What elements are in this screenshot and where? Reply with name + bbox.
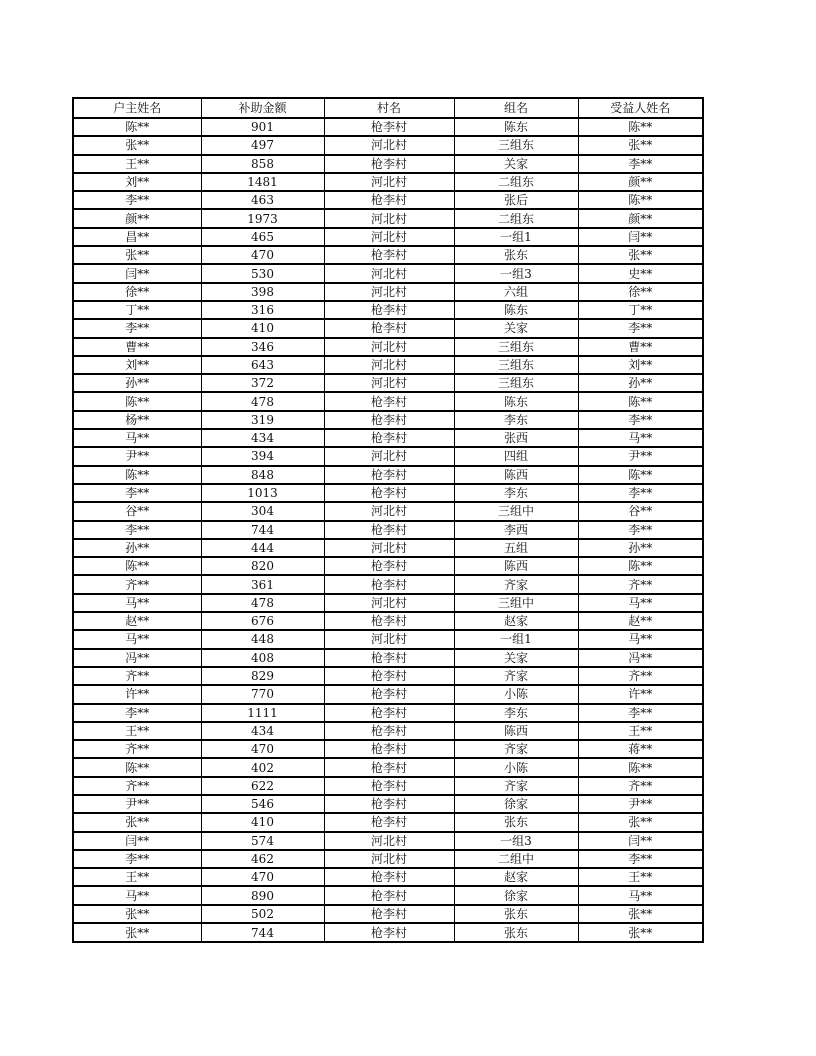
table-row (73, 173, 703, 191)
table-cell: 颜** (73, 209, 201, 227)
table-cell: 颜** (578, 209, 703, 227)
table-cell: 陈** (73, 466, 201, 484)
table-cell: 河北村 (324, 356, 454, 374)
table-cell: 王** (73, 155, 201, 173)
table-cell: 枪李村 (324, 155, 454, 173)
table-cell: 河北村 (324, 447, 454, 465)
table-cell: 刘** (73, 173, 201, 191)
table-cell: 张** (578, 923, 703, 942)
table-cell: 齐家 (454, 575, 578, 593)
table-cell: 杨** (73, 411, 201, 429)
table-cell: 346 (201, 338, 324, 356)
table-cell: 枪李村 (324, 411, 454, 429)
table-cell: 许** (73, 685, 201, 703)
table-row (73, 246, 703, 264)
table-cell: 六组 (454, 283, 578, 301)
table-cell: 901 (201, 118, 324, 136)
table-row (73, 356, 703, 374)
table-cell: 李** (73, 521, 201, 539)
table-cell: 张** (73, 246, 201, 264)
table-cell: 河北村 (324, 136, 454, 154)
table-cell: 枪李村 (324, 905, 454, 923)
table-cell: 陈** (73, 118, 201, 136)
table-cell: 陈东 (454, 392, 578, 410)
table-row (73, 868, 703, 886)
table-cell: 478 (201, 594, 324, 612)
table-cell: 河北村 (324, 338, 454, 356)
table-cell: 枪李村 (324, 795, 454, 813)
table-cell: 1481 (201, 173, 324, 191)
table-cell: 一组1 (454, 630, 578, 648)
table-row (73, 319, 703, 337)
table-cell: 枪李村 (324, 429, 454, 447)
table-row (73, 466, 703, 484)
table-cell: 四组 (454, 447, 578, 465)
table-cell: 张东 (454, 923, 578, 942)
table-row (73, 630, 703, 648)
table-cell: 河北村 (324, 850, 454, 868)
table-cell: 枪李村 (324, 521, 454, 539)
table-cell: 361 (201, 575, 324, 593)
table-cell: 张东 (454, 246, 578, 264)
table-cell: 徐家 (454, 795, 578, 813)
table-cell: 478 (201, 392, 324, 410)
table-row (73, 539, 703, 557)
table-cell: 319 (201, 411, 324, 429)
table-cell: 张后 (454, 191, 578, 209)
table-cell: 枪李村 (324, 575, 454, 593)
table-cell: 二组东 (454, 173, 578, 191)
table-row (73, 557, 703, 575)
table-cell: 齐家 (454, 777, 578, 795)
table-cell: 1973 (201, 209, 324, 227)
table-cell: 马** (578, 594, 703, 612)
table-row (73, 484, 703, 502)
table-row (73, 338, 703, 356)
table-cell: 470 (201, 740, 324, 758)
table-cell: 齐** (73, 740, 201, 758)
table-cell: 王** (73, 868, 201, 886)
table-row (73, 283, 703, 301)
table-row (73, 667, 703, 685)
table-cell: 张** (73, 905, 201, 923)
table-cell: 马** (73, 630, 201, 648)
table-cell: 陈东 (454, 301, 578, 319)
table-cell: 李东 (454, 484, 578, 502)
table-cell: 李** (578, 155, 703, 173)
table-cell: 448 (201, 630, 324, 648)
table-cell: 三组东 (454, 338, 578, 356)
table-cell: 关家 (454, 319, 578, 337)
table-row (73, 502, 703, 520)
table-cell: 刘** (578, 356, 703, 374)
table-cell: 676 (201, 612, 324, 630)
table-cell: 陈** (73, 392, 201, 410)
table-row (73, 191, 703, 209)
table-cell: 497 (201, 136, 324, 154)
table-cell: 398 (201, 283, 324, 301)
table-cell: 张西 (454, 429, 578, 447)
table-cell: 陈西 (454, 722, 578, 740)
table-cell: 张** (578, 246, 703, 264)
table-cell: 372 (201, 374, 324, 392)
table-row (73, 209, 703, 227)
table-cell: 河北村 (324, 209, 454, 227)
table-cell: 枪李村 (324, 923, 454, 942)
table-row (73, 429, 703, 447)
table-cell: 三组中 (454, 594, 578, 612)
table-cell: 河北村 (324, 374, 454, 392)
table-cell: 齐** (73, 575, 201, 593)
table-cell: 李东 (454, 411, 578, 429)
table-cell: 三组东 (454, 136, 578, 154)
table-row (73, 118, 703, 136)
table-cell: 410 (201, 319, 324, 337)
table-cell: 尹** (73, 447, 201, 465)
table-cell: 张** (73, 923, 201, 942)
table-cell: 河北村 (324, 630, 454, 648)
table-cell: 枪李村 (324, 612, 454, 630)
table-cell: 枪李村 (324, 118, 454, 136)
table-cell: 434 (201, 429, 324, 447)
table-cell: 徐** (578, 283, 703, 301)
table-cell: 马** (73, 429, 201, 447)
table-cell: 陈** (578, 191, 703, 209)
table-cell: 李** (578, 319, 703, 337)
table-cell: 马** (578, 429, 703, 447)
table-cell: 张** (578, 136, 703, 154)
table-cell: 王** (578, 722, 703, 740)
table-cell: 枪李村 (324, 868, 454, 886)
table-cell: 孙** (73, 374, 201, 392)
table-cell: 394 (201, 447, 324, 465)
table-cell: 齐** (578, 575, 703, 593)
table-row (73, 301, 703, 319)
table-cell: 枪李村 (324, 557, 454, 575)
table-cell: 744 (201, 923, 324, 942)
table-row (73, 264, 703, 282)
table-cell: 李** (578, 411, 703, 429)
table-cell: 848 (201, 466, 324, 484)
table-cell: 470 (201, 868, 324, 886)
table-cell: 徐家 (454, 886, 578, 904)
table-cell: 316 (201, 301, 324, 319)
table-cell: 770 (201, 685, 324, 703)
table-cell: 枪李村 (324, 466, 454, 484)
table-row (73, 777, 703, 795)
table-cell: 陈** (73, 758, 201, 776)
table-cell: 齐** (578, 777, 703, 795)
table-cell: 410 (201, 813, 324, 831)
table-cell: 闫** (73, 264, 201, 282)
table-cell: 河北村 (324, 539, 454, 557)
table-cell: 曹** (73, 338, 201, 356)
table-row (73, 155, 703, 173)
table-cell: 枪李村 (324, 392, 454, 410)
table-cell: 丁** (578, 301, 703, 319)
header-row (73, 98, 703, 118)
table-cell: 谷** (578, 502, 703, 520)
column-header: 组名 (454, 98, 578, 118)
table-cell: 小陈 (454, 685, 578, 703)
table-cell: 1111 (201, 704, 324, 722)
table-cell: 马** (73, 886, 201, 904)
table-cell: 张东 (454, 905, 578, 923)
table-cell: 枪李村 (324, 886, 454, 904)
table-cell: 陈** (578, 758, 703, 776)
table-row (73, 923, 703, 942)
table-row (73, 704, 703, 722)
table-row (73, 521, 703, 539)
table-cell: 枪李村 (324, 301, 454, 319)
table-cell: 陈** (578, 118, 703, 136)
table-cell: 河北村 (324, 228, 454, 246)
table-body (73, 118, 703, 942)
table-cell: 陈西 (454, 466, 578, 484)
table-cell: 820 (201, 557, 324, 575)
table-cell: 一组3 (454, 832, 578, 850)
table-cell: 李** (578, 850, 703, 868)
table-cell: 李西 (454, 521, 578, 539)
table-cell: 470 (201, 246, 324, 264)
table-cell: 赵** (73, 612, 201, 630)
table-cell: 史** (578, 264, 703, 282)
table-cell: 二组中 (454, 850, 578, 868)
table-cell: 孙** (73, 539, 201, 557)
table-cell: 小陈 (454, 758, 578, 776)
table-cell: 陈东 (454, 118, 578, 136)
table-cell: 李** (73, 319, 201, 337)
table-cell: 关家 (454, 155, 578, 173)
table-cell: 枪李村 (324, 777, 454, 795)
table-row (73, 813, 703, 831)
table-cell: 1013 (201, 484, 324, 502)
table-cell: 张东 (454, 813, 578, 831)
table-cell: 尹** (73, 795, 201, 813)
table-cell: 关家 (454, 649, 578, 667)
table-cell: 河北村 (324, 283, 454, 301)
table-cell: 马** (578, 630, 703, 648)
table-cell: 502 (201, 905, 324, 923)
table-cell: 张** (578, 905, 703, 923)
table-row (73, 886, 703, 904)
table-row (73, 722, 703, 740)
table-cell: 五组 (454, 539, 578, 557)
table-row (73, 612, 703, 630)
table-cell: 赵家 (454, 612, 578, 630)
table-cell: 河北村 (324, 264, 454, 282)
table-cell: 李** (578, 704, 703, 722)
table-row (73, 832, 703, 850)
table-cell: 孙** (578, 539, 703, 557)
table-cell: 蒋** (578, 740, 703, 758)
table-row (73, 905, 703, 923)
table-cell: 许** (578, 685, 703, 703)
table-cell: 尹** (578, 795, 703, 813)
column-header: 村名 (324, 98, 454, 118)
table-cell: 冯** (73, 649, 201, 667)
table-cell: 李** (73, 484, 201, 502)
table-cell: 三组东 (454, 374, 578, 392)
table-cell: 马** (578, 886, 703, 904)
table-cell: 408 (201, 649, 324, 667)
table-cell: 858 (201, 155, 324, 173)
table-row (73, 392, 703, 410)
table-cell: 丁** (73, 301, 201, 319)
table-cell: 枪李村 (324, 667, 454, 685)
table-row (73, 740, 703, 758)
table-cell: 河北村 (324, 502, 454, 520)
subsidy-table (72, 97, 704, 943)
table-cell: 孙** (578, 374, 703, 392)
table-cell: 齐** (578, 667, 703, 685)
table-row (73, 594, 703, 612)
table-cell: 王** (73, 722, 201, 740)
table-row (73, 411, 703, 429)
table-cell: 枪李村 (324, 649, 454, 667)
table-cell: 546 (201, 795, 324, 813)
table-cell: 刘** (73, 356, 201, 374)
table-cell: 890 (201, 886, 324, 904)
table-cell: 张** (578, 813, 703, 831)
table-cell: 622 (201, 777, 324, 795)
table-cell: 陈** (578, 466, 703, 484)
table-cell: 李** (73, 704, 201, 722)
table-row (73, 136, 703, 154)
table-cell: 枪李村 (324, 246, 454, 264)
table-cell: 枪李村 (324, 191, 454, 209)
table-row (73, 758, 703, 776)
table-cell: 李** (578, 484, 703, 502)
table-cell: 河北村 (324, 832, 454, 850)
table-row (73, 850, 703, 868)
table-cell: 枪李村 (324, 740, 454, 758)
column-header: 补助金额 (201, 98, 324, 118)
table-cell: 齐家 (454, 740, 578, 758)
table-cell: 徐** (73, 283, 201, 301)
table-cell: 枪李村 (324, 704, 454, 722)
table-row (73, 795, 703, 813)
table-row (73, 447, 703, 465)
table-cell: 赵** (578, 612, 703, 630)
table-cell: 444 (201, 539, 324, 557)
table-cell: 829 (201, 667, 324, 685)
table-cell: 李** (578, 521, 703, 539)
table-cell: 三组东 (454, 356, 578, 374)
table-cell: 枪李村 (324, 685, 454, 703)
table-cell: 齐家 (454, 667, 578, 685)
table-cell: 赵家 (454, 868, 578, 886)
table-cell: 一组3 (454, 264, 578, 282)
table-cell: 402 (201, 758, 324, 776)
table-cell: 张** (73, 136, 201, 154)
table-cell: 李** (73, 850, 201, 868)
table-cell: 一组1 (454, 228, 578, 246)
table-cell: 434 (201, 722, 324, 740)
table-cell: 陈** (73, 557, 201, 575)
table-cell: 462 (201, 850, 324, 868)
table-cell: 曹** (578, 338, 703, 356)
table-cell: 枪李村 (324, 758, 454, 776)
table-cell: 河北村 (324, 173, 454, 191)
table-row (73, 374, 703, 392)
table-cell: 463 (201, 191, 324, 209)
table-cell: 530 (201, 264, 324, 282)
table-cell: 陈西 (454, 557, 578, 575)
table-cell: 谷** (73, 502, 201, 520)
table-cell: 河北村 (324, 594, 454, 612)
table-row (73, 649, 703, 667)
table-cell: 465 (201, 228, 324, 246)
table-cell: 马** (73, 594, 201, 612)
table-cell: 枪李村 (324, 813, 454, 831)
table-cell: 尹** (578, 447, 703, 465)
table-cell: 闫** (73, 832, 201, 850)
column-header: 户主姓名 (73, 98, 201, 118)
table-cell: 颜** (578, 173, 703, 191)
table-cell: 陈** (578, 392, 703, 410)
table-cell: 二组东 (454, 209, 578, 227)
table-cell: 枪李村 (324, 722, 454, 740)
table-row (73, 228, 703, 246)
column-header: 受益人姓名 (578, 98, 703, 118)
table-cell: 三组中 (454, 502, 578, 520)
table-cell: 643 (201, 356, 324, 374)
table-cell: 陈** (578, 557, 703, 575)
table-row (73, 575, 703, 593)
table-cell: 李东 (454, 704, 578, 722)
table-cell: 齐** (73, 777, 201, 795)
table-row (73, 685, 703, 703)
table-cell: 齐** (73, 667, 201, 685)
table-cell: 枪李村 (324, 319, 454, 337)
table-cell: 枪李村 (324, 484, 454, 502)
table-cell: 闫** (578, 228, 703, 246)
table-cell: 574 (201, 832, 324, 850)
table-cell: 张** (73, 813, 201, 831)
table-cell: 304 (201, 502, 324, 520)
table-cell: 昌** (73, 228, 201, 246)
table-cell: 闫** (578, 832, 703, 850)
table-cell: 李** (73, 191, 201, 209)
table-cell: 冯** (578, 649, 703, 667)
table-cell: 王** (578, 868, 703, 886)
table-cell: 744 (201, 521, 324, 539)
